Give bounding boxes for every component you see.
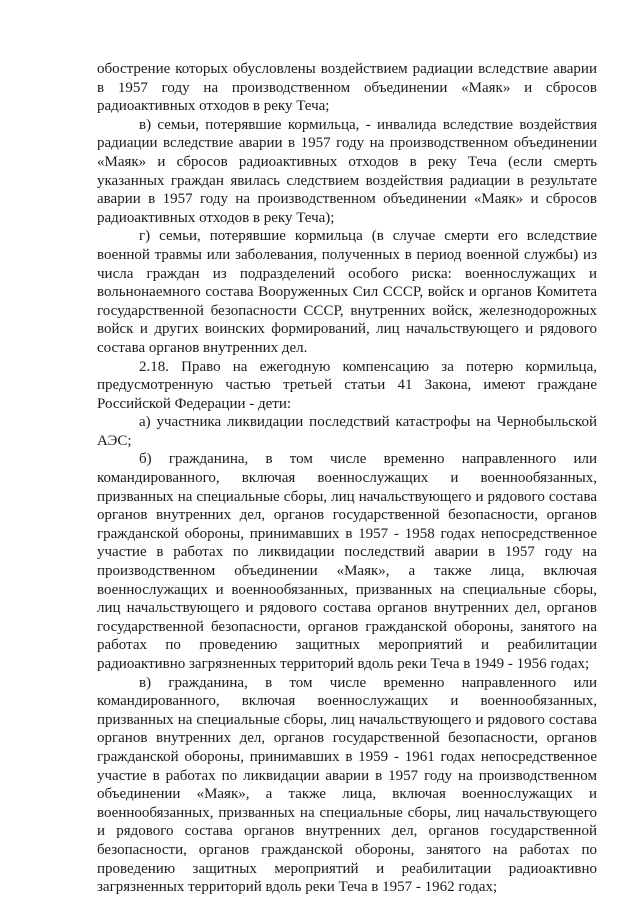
paragraph-item-v-mayak-1959-1961: в) гражданина, в том числе временно направленного или командированного, включая военнослужащих и военнообязанных, призванных на специальные сборы, лиц начальствующего и рядового состава органов внутренних дел, органов государственной безопасности, органов гражданской обороны, принимавших в 1959 - 1961 годах непосредственное участие в работах по ликвидации аварии в 1957 году на производственном объединении «Маяк», а также лица, включая военнослужащих и военнообязанных, призванных на специальные сборы, лиц начальствующего и рядового состава органов внутренних дел, органов государственной безопасности, органов гражданской обороны, занятого на работах по проведению защитных мероприятий и реабилитации радиоактивно загрязненных территорий вдоль реки Теча в 1957 - 1962 годах;: [97, 674, 597, 896]
paragraph-item-v-families-disabled: в) семьи, потерявшие кормильца, - инвалида вследствие воздействия радиации вследствие аварии в 1957 году на производственном объединении «Маяк» и сбросов радиоактивных отходов в реку Теча (если смерть указанных граждан явилась следствием воздействия радиации в результате аварии в 1957 году на производственном объединении «Маяк» и сбросов радиоактивных отходов в реку Теча);: [97, 116, 597, 226]
document-page: [97, 60, 597, 897]
paragraph-item-b-mayak-1957-1958: б) гражданина, в том числе временно направленного или командированного, включая военнослужащих и военнообязанных, призванных на специальные сборы, лиц начальствующего и рядового состава органов внутренних дел, органов государственной безопасности, органов гражданской обороны, принимавших в 1957 - 1958 годах непосредственное участие в работах по ликвидации последствий аварии в 1957 году на производственном объединении «Маяк», а также лица, включая военнослужащих и военнообязанных, призванных на специальные сборы, лиц начальствующего и рядового состава органов внутренних дел, органов государственной безопасности, органов гражданской обороны, занятого на работах по проведению защитных мероприятий и реабилитации радиоактивно загрязненных территорий вдоль реки Теча в 1949 - 1956 годах;: [97, 451, 597, 672]
paragraph-section-2-18: 2.18. Право на ежегодную компенсацию за потерю кормильца, предусмотренную частью третьей статьи 41 Закона, имеют граждане Российской Федерации - дети:: [97, 358, 597, 412]
paragraph-item-a-chernobyl: а) участника ликвидации последствий катастрофы на Чернобыльской АЭС;: [97, 414, 597, 449]
paragraph-item-g-families-special-risk: г) семьи, потерявшие кормильца (в случае смерти его вследствие военной травмы или заболевания, полученных в период военной службы) из числа граждан из подразделений особого риска: военнослужащих и вольнонаемного состава Вооруженных Сил СССР, войск и органов Комитета государственной безопасности СССР, внутренних войск, железнодорожных войск и других воинских формирований, лиц начальствующего и рядового состава органов внутренних дел.: [97, 228, 597, 356]
paragraph-continuation: обострение которых обусловлены воздействием радиации вследствие аварии в 1957 году на производственном объединении «Маяк» и сбросов радиоактивных отходов в реку Теча;: [97, 61, 597, 115]
